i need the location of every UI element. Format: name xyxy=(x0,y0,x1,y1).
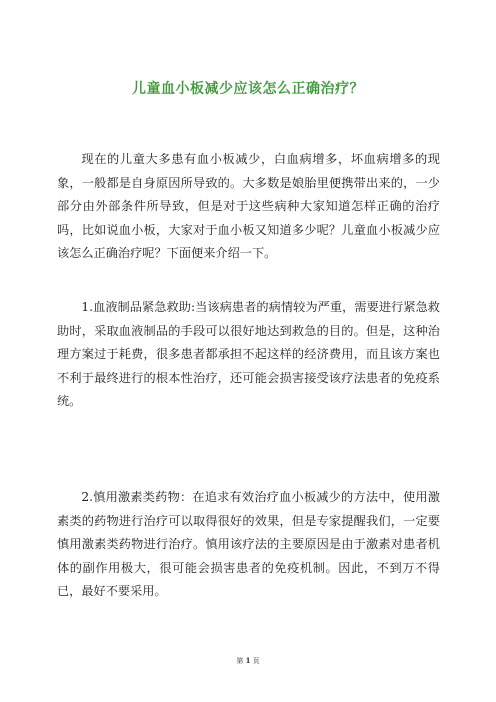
footer-prefix: 第 xyxy=(236,657,244,665)
page-footer xyxy=(0,656,496,666)
footer-page-number: 1 xyxy=(245,656,251,665)
document-title: 儿童血小板减少应该怎么正确治疗？ xyxy=(132,81,364,97)
footer-suffix: 页 xyxy=(252,657,260,665)
paragraph-intro: 现在的儿童大多患有血小板减少，白血病增多，坏血病增多的现象，一般都是自身原因所导致的。大多数是娘胎里便携带出来的，一少部分由外部条件所导致，但是对于这些病种大家知道怎样正确的治疗吗，比如说血小板，大家对于血小板又知道多少呢？儿童血小板减少应该怎么正确治疗呢？下面便来介绍一下。 xyxy=(57,152,440,261)
paragraph-blood-products: 1.血液制品紧急救助:当该病患者的病情较为严重，需要进行紧急救助时，采取血液制品的手段可以很好地达到救急的目的。但是，这种治理方案过于耗费，很多患者都承担不起这样的经济费用，而且该方案也不利于最终进行的根本性治疗，还可能会损害接受该疗法患者的免疫系统。 xyxy=(57,300,440,409)
paragraph-hormone-drugs: 2.慎用激素类药物：在追求有效治疗血小板减少的方法中，使用激素类的药物进行治疗可以取得很好的效果，但是专家提醒我们，一定要慎用激素类药物进行治疗。慎用该疗法的主要原因是由于激素对患者机体的副作用极大，很可能会损害患者的免疫机制。因此，不到万不得已，最好不要采用。 xyxy=(57,490,440,599)
